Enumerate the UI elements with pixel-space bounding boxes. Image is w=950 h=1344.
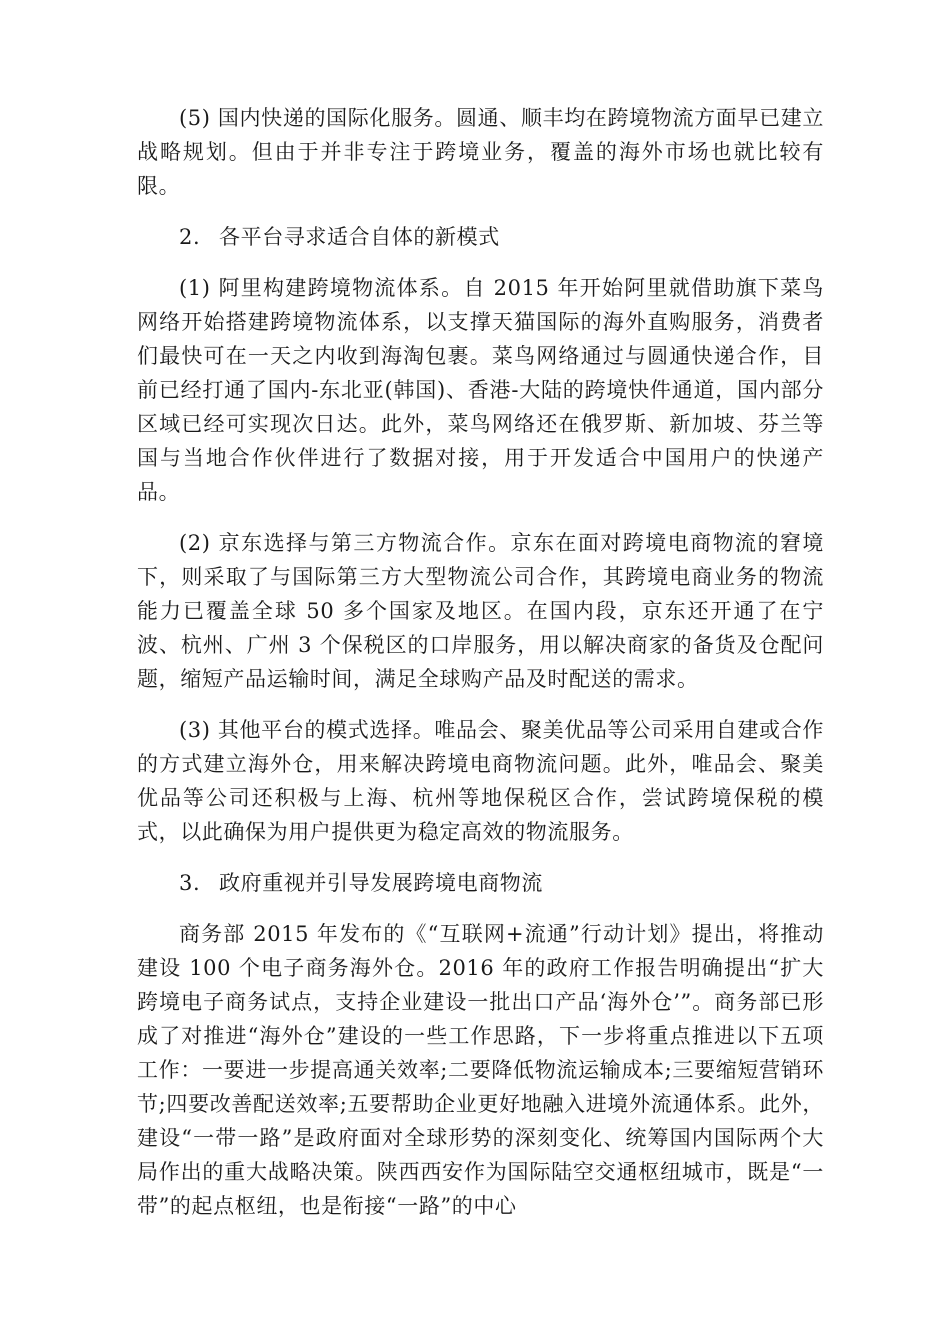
section-title: 各平台寻求适合自体的新模式 xyxy=(219,225,500,249)
paragraph-other-platforms: (3) 其他平台的模式选择。唯品会、聚美优品等公司采用自建或合作的方式建立海外仓，用来解决跨境电商物流问题。此外，唯品会、聚美优品等公司还积极与上海、杭州等地保税区合作，尝试跨境保税的模式，以此确保为用户提供更为稳定高效的物流服务。 xyxy=(137,718,824,844)
section-number: 3. xyxy=(179,871,201,895)
section-title: 政府重视并引导发展跨境电商物流 xyxy=(219,871,543,895)
paragraph-jd: (2) 京东选择与第三方物流合作。京东在面对跨境电商物流的窘境下，则采取了与国际第三方大型物流公司合作，其跨境电商业务的物流能力已覆盖全球 50 多个国家及地区。在国内段，京东还开通了在宁波、杭州、广州 3 个保税区的口岸服务，用以解决商家的备货及仓配问题，缩短产品运输时间，满足全球购产品及时配送的需求。 xyxy=(137,531,824,691)
section-heading-3 xyxy=(137,866,824,900)
paragraph-domestic-express: (5) 国内快递的国际化服务。圆通、顺丰均在跨境物流方面早已建立战略规划。但由于并非专注于跨境业务，覆盖的海外市场也就比较有限。 xyxy=(137,106,824,198)
paragraph-government: 商务部 2015 年发布的《“互联网+流通”行动计划》提出，将推动建设 100 个电子商务海外仓。2016 年的政府工作报告明确提出“扩大跨境电子商务试点，支持企业建设一批出口产品‘海外仓’”。商务部已形成了对推进“海外仓”建设的一些工作思路，下一步将重点推进以下五项工作：一要进一步提高通关效率;二要降低物流运输成本;三要缩短营销环节;四要改善配送效率;五要帮助企业更好地融入进境外流通体系。此外，建设“一带一路”是政府面对全球形势的深刻变化、统筹国内国际两个大局作出的重大战略决策。陕西西安作为国际陆空交通枢纽城市，既是“一带”的起点枢纽，也是衔接“一路”的中心 xyxy=(137,922,824,1218)
paragraph-alibaba: (1) 阿里构建跨境物流体系。自 2015 年开始阿里就借助旗下菜鸟网络开始搭建跨境物流体系，以支撑天猫国际的海外直购服务，消费者们最快可在一天之内收到海淘包裹。菜鸟网络通过与圆通快递合作，目前已经打通了国内-东北亚(韩国)、香港-大陆的跨境快件通道，国内部分区域已经可实现次日达。此外，菜鸟网络还在俄罗斯、新加坡、芬兰等国与当地合作伙伴进行了数据对接，用于开发适合中国用户的快递产品。 xyxy=(137,276,824,504)
section-number: 2. xyxy=(179,225,201,249)
section-heading-2 xyxy=(137,220,824,254)
